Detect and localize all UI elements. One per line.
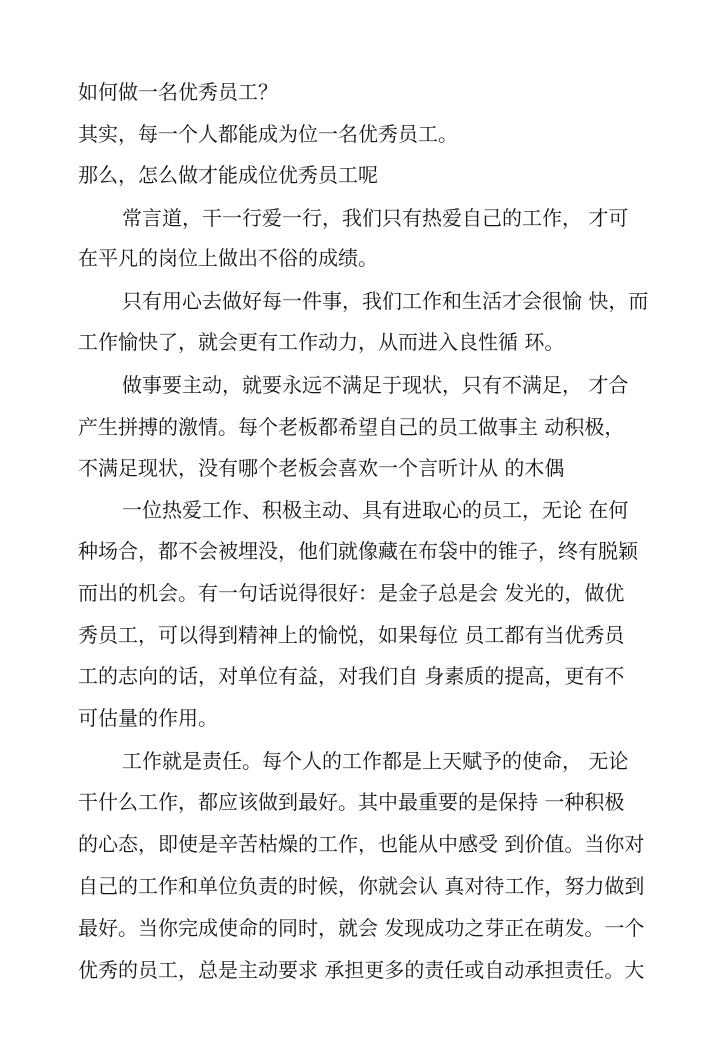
paragraph-2-line-2: 工作愉快了，就会更有工作动力，从而进入良性循 环。	[78, 330, 565, 354]
paragraph-5-line-1: 工作就是责任。每个人的工作都是上天赋予的使命， 无论	[122, 749, 629, 773]
paragraph-4-line-2: 种场合，都不会被埋没，他们就像藏在布袋中的锥子，终有脱颖	[78, 539, 638, 563]
paragraph-3-line-1: 做事要主动，就要永远不满足于现状，只有不满足， 才合	[122, 373, 629, 397]
paragraph-5-line-2: 干什么工作，都应该做到最好。其中最重要的是保持 一种积极	[78, 790, 625, 814]
paragraph-4-line-6: 可估量的作用。	[78, 706, 218, 730]
paragraph-1-line-2: 在平凡的岗位上做出不俗的成绩。	[78, 246, 378, 270]
paragraph-4-line-1: 一位热爱工作、积极主动、具有进取心的员工，无论 在何	[122, 498, 629, 522]
paragraph-1-line-1: 常言道，干一行爱一行，我们只有热爱自己的工作， 才可	[122, 206, 629, 230]
intro-statement: 其实，每一个人都能成为位一名优秀员工。	[78, 122, 458, 146]
paragraph-4-line-3: 而出的机会。有一句话说得很好：是金子总是会 发光的，做优	[78, 581, 625, 605]
paragraph-3-line-3: 不满足现状，没有哪个老板会喜欢一个言听计从 的木偶	[78, 456, 565, 480]
paragraph-5-line-3: 的心态，即使是辛苦枯燥的工作，也能从中感受 到价值。当你对	[78, 832, 645, 856]
intro-question: 那么，怎么做才能成位优秀员工呢	[78, 163, 378, 187]
paragraph-4-line-4: 秀员工，可以得到精神上的愉悦，如果每位 员工都有当优秀员	[78, 623, 625, 647]
paragraph-3-line-2: 产生拼搏的激情。每个老板都希望自己的员工做事主 动积极，	[78, 415, 625, 439]
paragraph-5-line-5: 最好。当你完成使命的同时，就会 发现成功之芽正在萌发。一个	[78, 916, 645, 940]
paragraph-2-line-1: 只有用心去做好每一件事，我们工作和生活才会很愉 快，而	[122, 289, 649, 313]
title-question: 如何做一名优秀员工？	[78, 80, 278, 104]
paragraph-5-line-4: 自己的工作和单位负责的时候，你就会认 真对待工作，努力做到	[78, 874, 645, 898]
paragraph-4-line-5: 工的志向的话，对单位有益，对我们自 身素质的提高，更有不	[78, 664, 625, 688]
paragraph-5-line-6: 优秀的员工，总是主动要求 承担更多的责任或自动承担责任。大	[78, 958, 645, 982]
